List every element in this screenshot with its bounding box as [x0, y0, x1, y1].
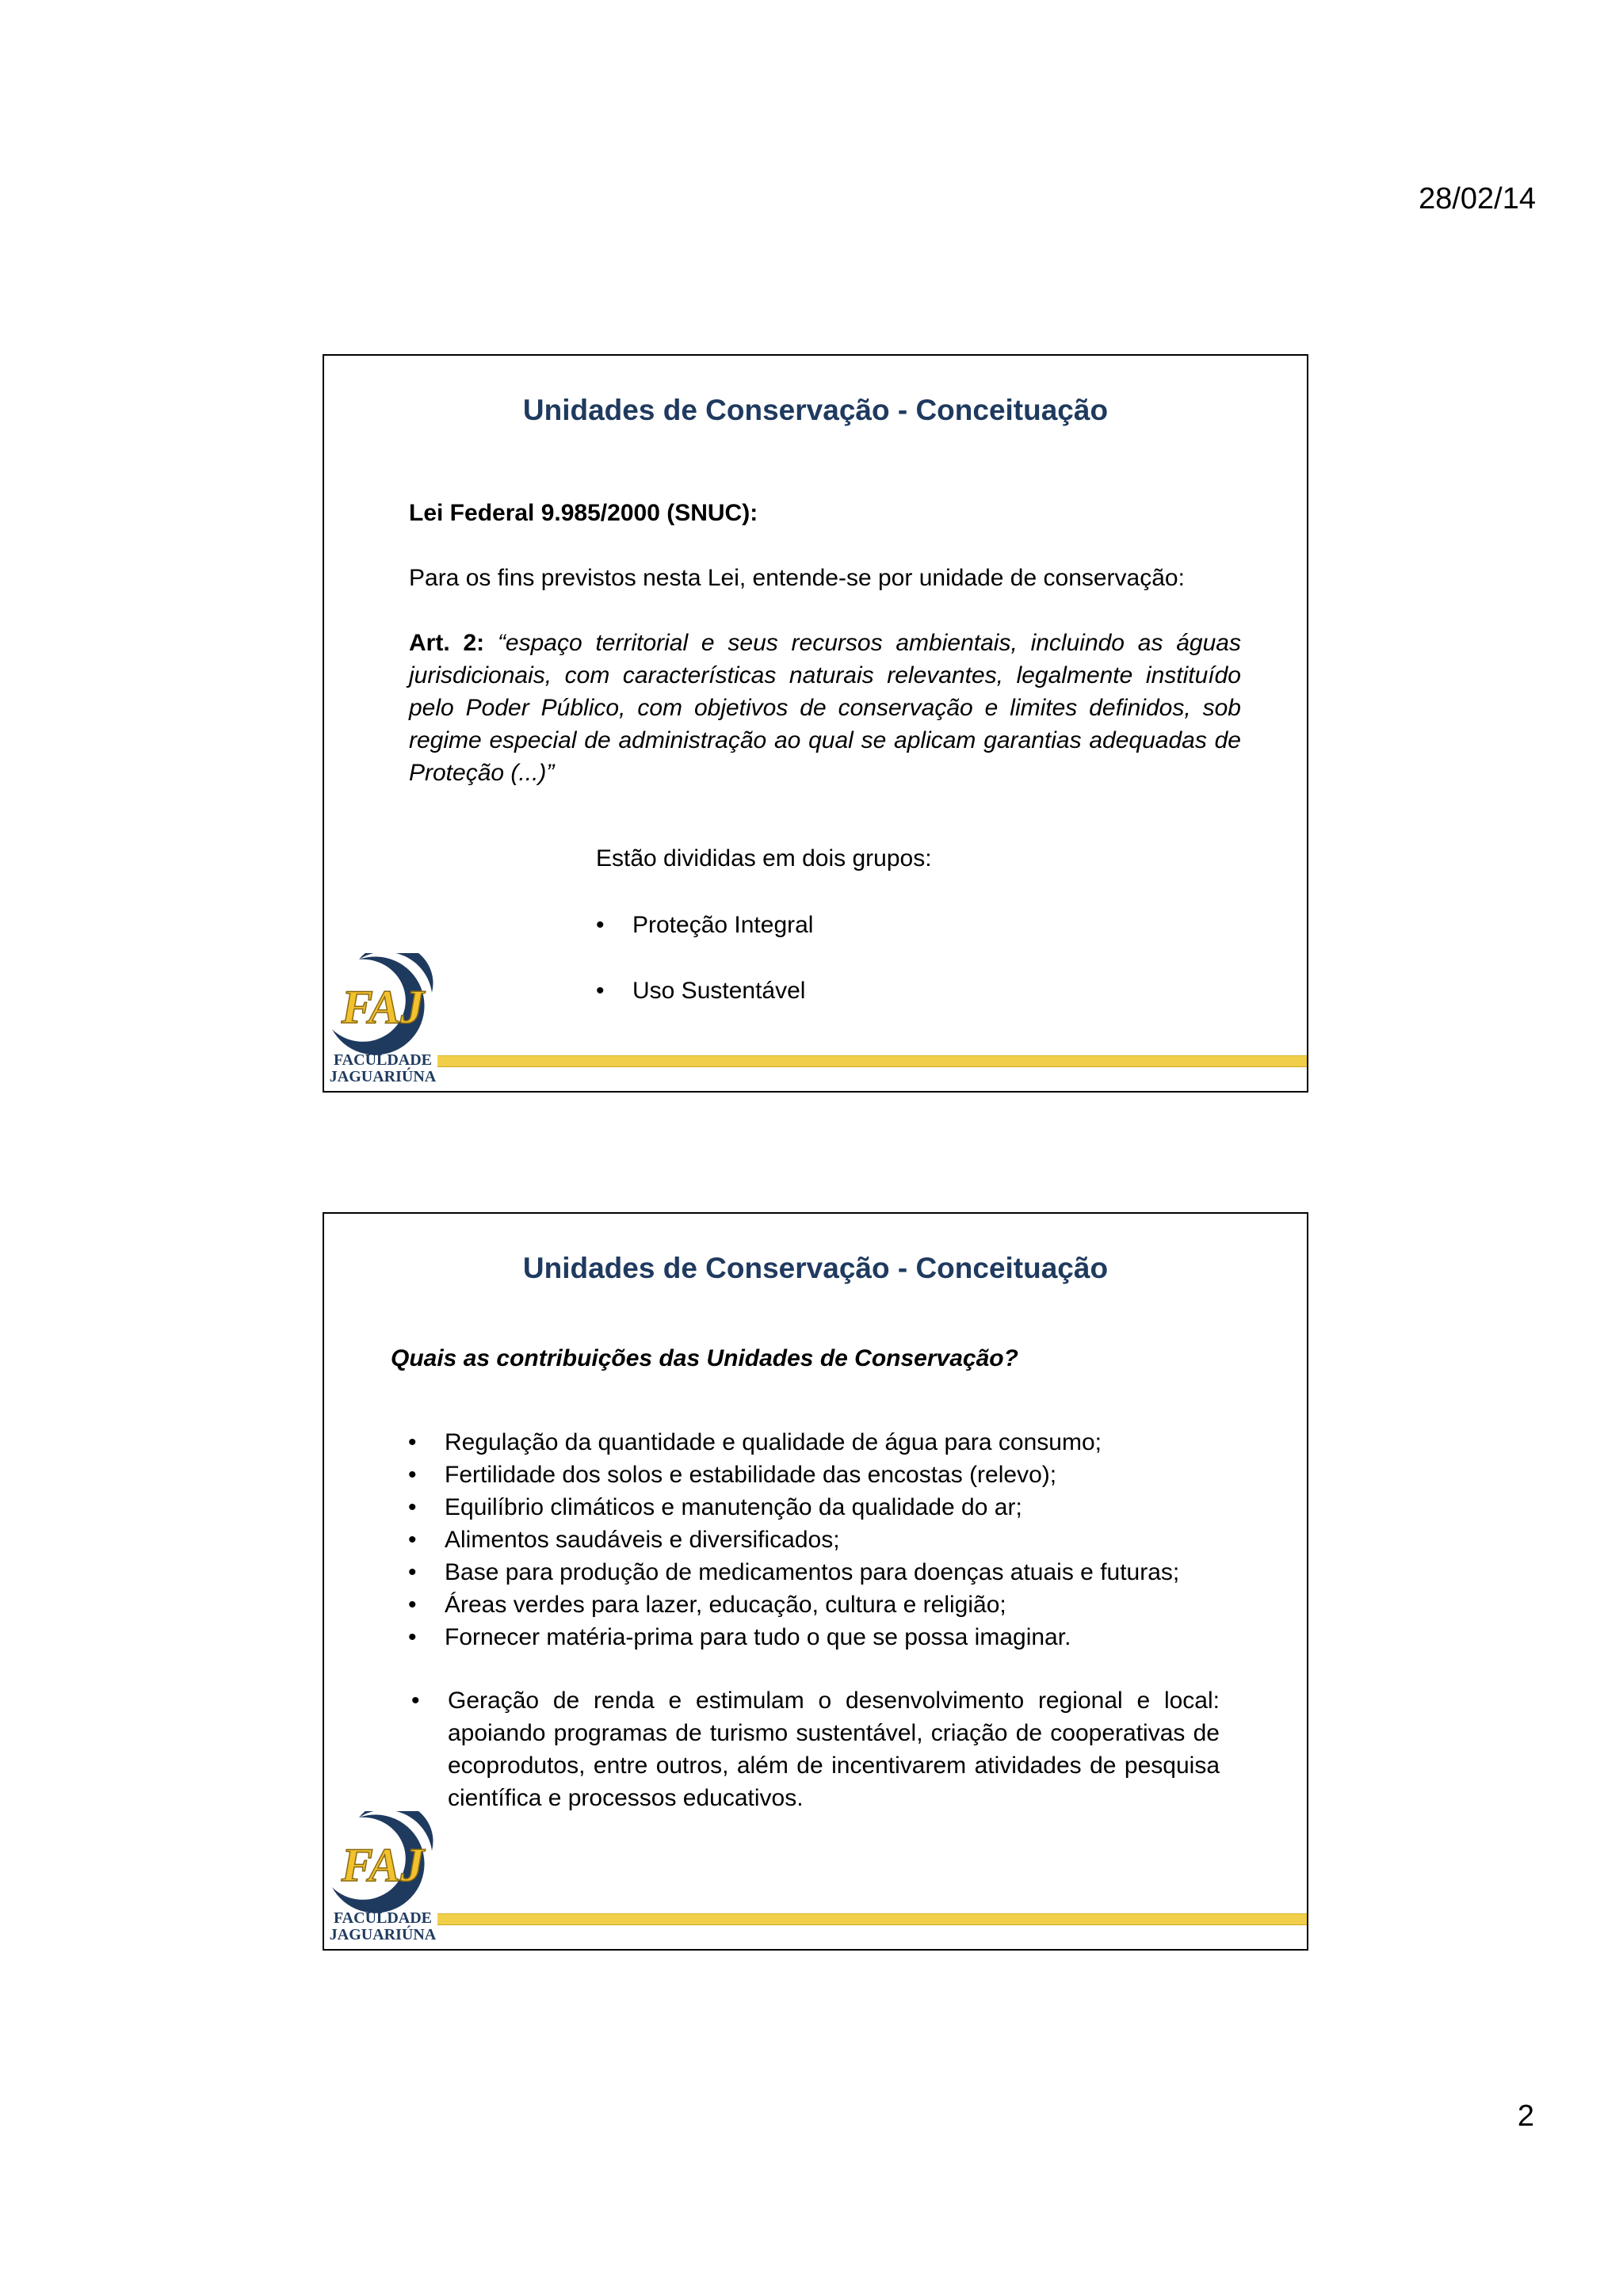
groups-heading: Estão divididas em dois grupos:	[596, 845, 932, 871]
intro-text: Para os fins previstos nesta Lei, entende-se por unidade de conservação:	[409, 565, 1185, 591]
income-list	[411, 1684, 1220, 1814]
contributions-list	[408, 1426, 1256, 1653]
logo	[327, 953, 438, 1088]
logo-text-line2: JAGUARIÚNA	[329, 1068, 437, 1085]
law-heading: Lei Federal 9.985/2000 (SNUC):	[409, 500, 758, 526]
list-item: • Regulação da quantidade e qualidade de água para consumo;	[408, 1426, 1256, 1459]
bullet-icon: •	[408, 1429, 417, 1455]
page-date: 28/02/14	[1419, 182, 1536, 215]
list-item: • Uso Sustentável	[596, 974, 813, 1007]
list-item: • Proteção Integral	[596, 909, 813, 941]
list-item: • Geração de renda e estimulam o desenvolvimento regional e local: apoiando programas de turismo sustentável, criação de cooperativas de ecoprodutos, entre outros, além de incentivarem atividades de pesquisa científica e processos educativos.	[411, 1684, 1220, 1814]
slide-2	[323, 1212, 1308, 1951]
slide-title: Unidades de Conservação - Conceituação	[522, 394, 1109, 426]
footer-bar	[437, 1913, 1307, 1925]
bullet-icon: •	[408, 1527, 417, 1553]
list-item: • Fornecer matéria-prima para tudo o que se possa imaginar.	[408, 1621, 1256, 1653]
list-item: • Equilíbrio climáticos e manutenção da qualidade do ar;	[408, 1491, 1256, 1524]
svg-text:FAJ: FAJ	[341, 1839, 425, 1891]
logo-text-line1: FACULDADE	[333, 1909, 433, 1927]
groups-list	[596, 909, 813, 1007]
question-heading: Quais as contribuições das Unidades de Conservação?	[391, 1345, 1018, 1371]
bullet-icon: •	[596, 978, 605, 1004]
list-item: • Fertilidade dos solos e estabilidade das encostas (relevo);	[408, 1459, 1256, 1491]
bullet-icon: •	[408, 1624, 417, 1650]
bullet-icon: •	[411, 1688, 420, 1714]
article-text: “espaço territorial e seus recursos ambientais, incluindo as águas jurisdicionais, com características naturais relevantes, legalmente instituído pelo Poder Público, com objetivos de conservação e limites definidos, sob regime especial de administração ao qual se aplicam garantias adequadas de Proteção (...)”	[409, 630, 1241, 786]
bullet-icon: •	[408, 1592, 417, 1618]
bullet-icon: •	[596, 912, 605, 938]
list-item: • Alimentos saudáveis e diversificados;	[408, 1524, 1256, 1556]
logo	[327, 1811, 438, 1946]
footer-bar	[437, 1055, 1307, 1067]
page-number: 2	[1517, 2100, 1534, 2133]
faj-logo-icon	[327, 1811, 438, 1914]
svg-text:FAJ: FAJ	[341, 981, 425, 1033]
logo-text-line1: FACULDADE	[333, 1051, 433, 1069]
list-item: • Áreas verdes para lazer, educação, cultura e religião;	[408, 1589, 1256, 1621]
article-2-paragraph	[409, 627, 1241, 789]
list-item: • Base para produção de medicamentos para doenças atuais e futuras;	[408, 1556, 1256, 1589]
slide-1	[323, 354, 1308, 1093]
faj-logo-icon	[327, 953, 438, 1056]
bullet-icon: •	[408, 1559, 417, 1585]
bullet-icon: •	[408, 1494, 417, 1520]
slide-title: Unidades de Conservação - Conceituação	[522, 1252, 1109, 1284]
logo-text-line2: JAGUARIÚNA	[329, 1926, 437, 1943]
bullet-icon: •	[408, 1462, 417, 1488]
article-label: Art. 2:	[409, 630, 485, 656]
